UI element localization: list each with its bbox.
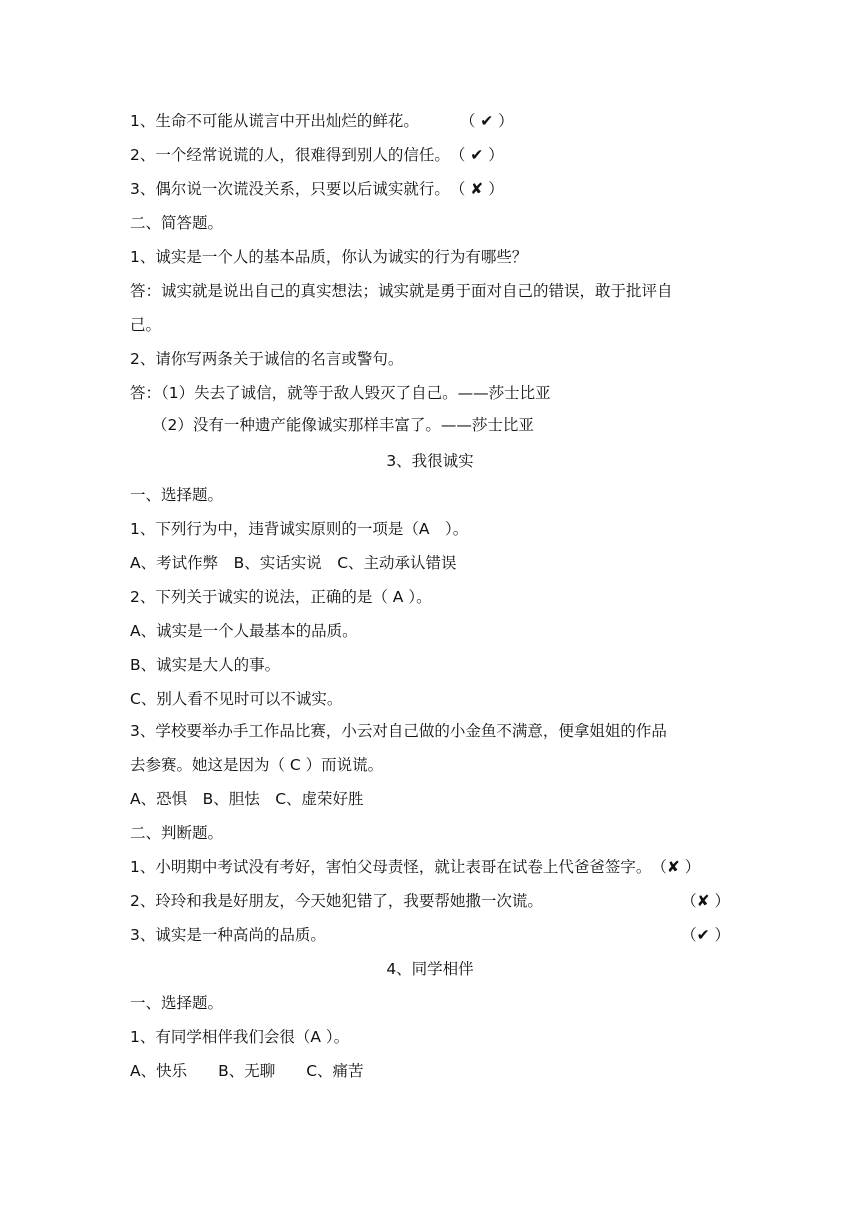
judgment-item-1 bbox=[130, 856, 730, 878]
lesson-title: 3、我很诚实 bbox=[386, 452, 474, 470]
answer-text: 答：（1）失去了诚信，就等于敌人毁灭了自己。——莎士比亚 bbox=[130, 384, 551, 402]
judgment-item-3 bbox=[130, 178, 730, 200]
question: 1、下列行为中，违背诚实原则的一项是（A ）。 bbox=[130, 520, 469, 538]
answer-mark: （ ✔ ） bbox=[459, 112, 514, 130]
question: 1、有同学相伴我们会很（A ）。 bbox=[130, 1028, 350, 1046]
question: 1、诚实是一个人的基本品质，你认为诚实的行为有哪些？ bbox=[130, 248, 528, 266]
options: A、恐惧 B、胆怯 C、虚荣好胜 bbox=[130, 790, 364, 808]
option: C、别人看不见时可以不诚实。 bbox=[130, 690, 343, 708]
answer-mark: （✘ ） bbox=[681, 892, 730, 910]
answer-mark: （ ✔ ） bbox=[449, 146, 504, 164]
item-text: 1、生命不可能从谎言中开出灿烂的鲜花。 bbox=[130, 112, 419, 130]
option: A、诚实是一个人最基本的品质。 bbox=[130, 622, 358, 640]
lesson-title: 4、同学相伴 bbox=[386, 960, 474, 978]
section-heading: 一、选择题。 bbox=[130, 994, 224, 1012]
question: 2、请你写两条关于诚信的名言或警句。 bbox=[130, 350, 404, 368]
judgment-item-2 bbox=[130, 890, 730, 912]
answer-mark: （✘ ） bbox=[651, 858, 701, 876]
judgment-item-3 bbox=[130, 924, 730, 946]
question-continued: 去参赛。她这是因为（ C ）而说谎。 bbox=[130, 756, 384, 774]
answer-text: 答：诚实就是说出自己的真实想法；诚实就是勇于面对自己的错误，敢于批评自 bbox=[130, 282, 673, 300]
options: A、快乐 B、无聊 C、痛苦 bbox=[130, 1062, 364, 1080]
item-text: 3、偶尔说一次谎没关系，只要以后诚实就行。 bbox=[130, 180, 450, 198]
options: A、考试作弊 B、实话实说 C、主动承认错误 bbox=[130, 554, 457, 572]
item-text: 2、玲玲和我是好朋友，今天她犯错了，我要帮她撒一次谎。 bbox=[130, 892, 543, 910]
answer-mark: （✔ ） bbox=[681, 926, 730, 944]
item-text: 1、小明期中考试没有考好，害怕父母责怪，就让表哥在试卷上代爸爸签字。 bbox=[130, 858, 652, 876]
answer-text: （2）没有一种遗产能像诚实那样丰富了。——莎士比亚 bbox=[152, 416, 534, 434]
judgment-item-1 bbox=[130, 110, 730, 132]
question: 2、下列关于诚实的说法，正确的是（ A ）。 bbox=[130, 588, 432, 606]
section-heading: 二、判断题。 bbox=[130, 824, 224, 842]
section-heading: 二、简答题。 bbox=[130, 214, 224, 232]
judgment-item-2 bbox=[130, 144, 730, 166]
option: B、诚实是大人的事。 bbox=[130, 656, 281, 674]
answer-text-continued: 己。 bbox=[130, 316, 162, 334]
answer-mark: （ ✘ ） bbox=[449, 180, 504, 198]
question: 3、学校要举办手工作品比赛，小云对自己做的小金鱼不满意，便拿姐姐的作品 bbox=[130, 722, 667, 740]
item-text: 3、诚实是一种高尚的品质。 bbox=[130, 926, 326, 944]
section-heading: 一、选择题。 bbox=[130, 486, 224, 504]
item-text: 2、一个经常说谎的人，很难得到别人的信任。 bbox=[130, 146, 450, 164]
